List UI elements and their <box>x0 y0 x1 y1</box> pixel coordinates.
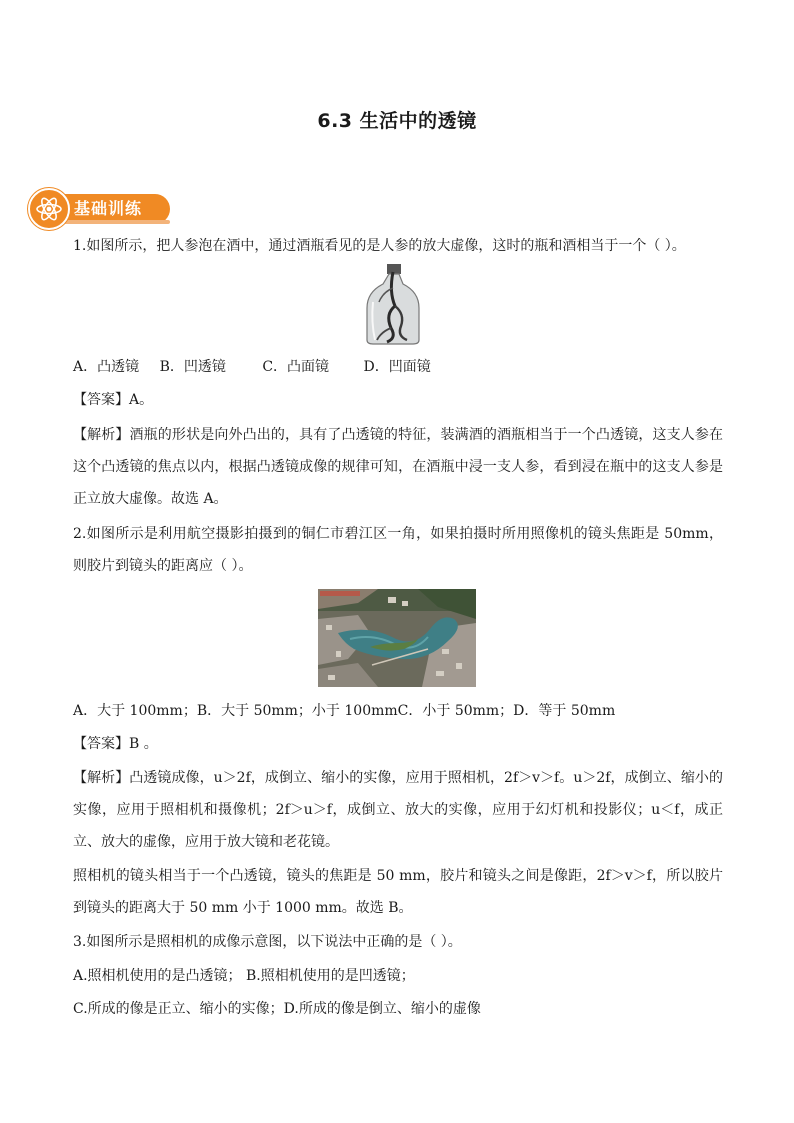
q1-option-a: A．凸透镜 <box>73 359 140 375</box>
q1-stem: 1.如图所示，把人参泡在酒中，通过酒瓶看见的是人参的放大虚像，这时的瓶和酒相当于一个（ ）。 <box>73 238 686 254</box>
q1-answer: 【答案】A。 <box>73 392 154 408</box>
q3-options-cd: C.所成的像是正立、缩小的实像；D.所成的像是倒立、缩小的虚像 <box>73 1001 481 1017</box>
q1-option-b: B．凹透镜 <box>159 359 226 375</box>
q1-analysis: 【解析】酒瓶的形状是向外凸出的，具有了凸透镜的特征，装满酒的酒瓶相当于一个凸透镜，这支人参在这个凸透镜的焦点以内，根据凸透镜成像的规律可知，在酒瓶中浸一支人参，看到浸在瓶中的这支人参是正立放大虚像。故选 A。 <box>73 427 723 507</box>
q2-options: A．大于 100mm；B．大于 50mm；小于 100mmC．小于 50mm；D．等于 50mm <box>73 703 616 719</box>
q3-options-ab: A.照相机使用的是凸透镜； B.照相机使用的是凹透镜； <box>73 968 415 984</box>
q1-option-c: C．凸面镜 <box>262 359 330 375</box>
q1-options <box>73 351 723 383</box>
q2-analysis-2: 照相机的镜头相当于一个凸透镜，镜头的焦距是 50 mm，胶片和镜头之间是像距，2f＞v＞f，所以胶片到镜头的距离大于 50 mm 小于 1000 mm。故选 B。 <box>73 868 723 916</box>
section-label: 基础训练 <box>74 199 143 218</box>
banner-underline <box>58 220 170 224</box>
q2-answer: 【答案】B 。 <box>73 736 158 752</box>
ginseng-bottle-image <box>363 262 423 346</box>
page-title: 6.3 生活中的透镜 <box>317 110 477 132</box>
q1-option-d: D．凹面镜 <box>363 359 431 375</box>
section-banner <box>28 188 170 228</box>
atom-icon <box>28 188 70 230</box>
aerial-city-photo <box>318 589 476 687</box>
q2-stem: 2.如图所示是利用航空摄影拍摄到的铜仁市碧江区一角，如果拍摄时所用照像机的镜头焦距是 50mm，则胶片到镜头的距离应（ ）。 <box>73 526 723 574</box>
q3-stem: 3.如图所示是照相机的成像示意图，以下说法中正确的是（ ）。 <box>73 934 462 950</box>
q2-analysis: 【解析】凸透镜成像，u＞2f，成倒立、缩小的实像，应用于照相机，2f＞v＞f。u＞2f，成倒立、缩小的实像，应用于照相机和摄像机；2f＞u＞f，成倒立、放大的实像，应用于幻灯机和投影仪；u＜f，成正立、放大的虚像，应用于放大镜和老花镜。 <box>73 770 723 850</box>
